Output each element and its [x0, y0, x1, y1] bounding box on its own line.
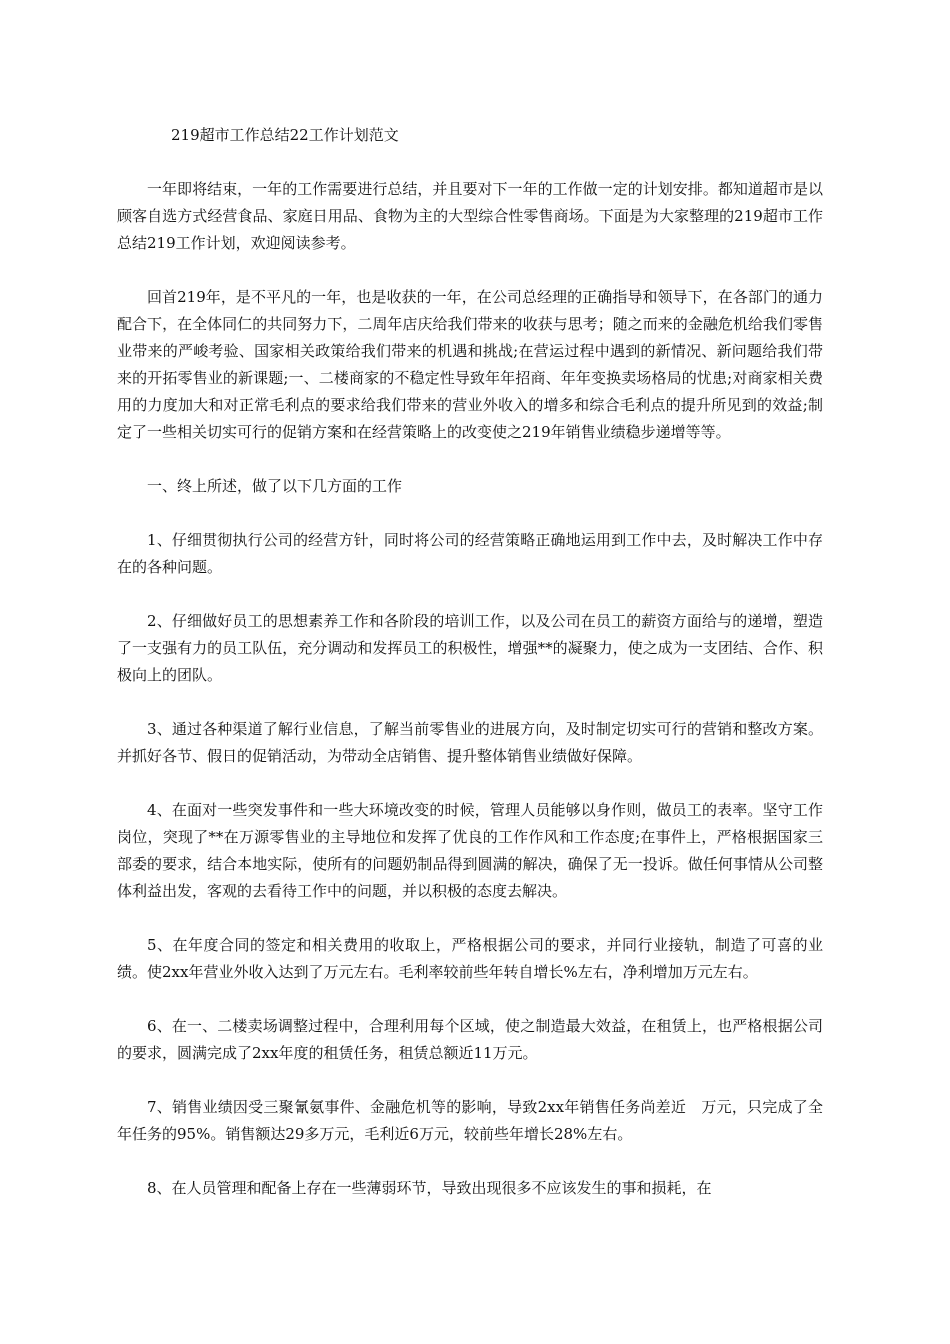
document-body: [117, 122, 823, 1229]
paragraph-item-7: 7、销售业绩因受三聚氰氨事件、金融危机等的影响，导致2xx年销售任务尚差近 万元，只完成了全年任务的95%。销售额达29多万元，毛利近6万元，较前些年增长28%左右。: [117, 1098, 823, 1143]
paragraph-intro: 一年即将结束，一年的工作需要进行总结，并且要对下一年的工作做一定的计划安排。都知道超市是以顾客自选方式经营食品、家庭日用品、食物为主的大型综合性零售商场。下面是为大家整理的219超市工作总结219工作计划，欢迎阅读参考。: [117, 180, 823, 252]
paragraph-item-4: 4、在面对一些突发事件和一些大环境改变的时候，管理人员能够以身作则，做员工的表率。坚守工作岗位，突现了**在万源零售业的主导地位和发挥了优良的工作作风和工作态度;在事件上，严格根据国家三部委的要求，结合本地实际，使所有的问题奶制品得到圆满的解决，确保了无一投诉。做任何事情从公司整体利益出发，客观的去看待工作中的问题，并以积极的态度去解决。: [117, 801, 823, 900]
paragraph-item-2: 2、仔细做好员工的思想素养工作和各阶段的培训工作，以及公司在员工的薪资方面给与的递增，塑造了一支强有力的员工队伍，充分调动和发挥员工的积极性，增强**的凝聚力，使之成为一支团结、合作、积极向上的团队。: [117, 612, 823, 684]
section-heading: 一、终上所述，做了以下几方面的工作: [147, 477, 403, 495]
document-title: 219超市工作总结22工作计划范文: [171, 126, 399, 144]
paragraph-item-6: 6、在一、二楼卖场调整过程中，合理利用每个区域，使之制造最大效益，在租赁上，也严格根据公司的要求，圆满完成了2xx年度的租赁任务，租赁总额近11万元。: [117, 1017, 823, 1062]
paragraph-item-1: 1、仔细贯彻执行公司的经营方针，同时将公司的经营策略正确地运用到工作中去，及时解决工作中存在的各种问题。: [117, 531, 823, 576]
paragraph-item-5: 5、在年度合同的签定和相关费用的收取上，严格根据公司的要求，并同行业接轨，制造了可喜的业绩。使2xx年营业外收入达到了万元左右。毛利率较前些年转自增长%左右，净利增加万元左右。: [117, 936, 823, 981]
paragraph-review: 回首219年，是不平凡的一年，也是收获的一年，在公司总经理的正确指导和领导下，在各部门的通力配合下，在全体同仁的共同努力下，二周年店庆给我们带来的收获与思考；随之而来的金融危机给我们零售业带来的严峻考验、国家相关政策给我们带来的机遇和挑战;在营运过程中遇到的新情况、新问题给我们带来的开拓零售业的新课题;一、二楼商家的不稳定性导致年年招商、年年变换卖场格局的忧患;对商家相关费用的力度加大和对正常毛利点的要求给我们带来的营业外收入的增多和综合毛利点的提升所见到的效益;制定了一些相关切实可行的促销方案和在经营策略上的改变使之219年销售业绩稳步递增等等。: [117, 288, 823, 441]
paragraph-item-3: 3、通过各种渠道了解行业信息，了解当前零售业的进展方向，及时制定切实可行的营销和整改方案。并抓好各节、假日的促销活动，为带动全店销售、提升整体销售业绩做好保障。: [117, 720, 823, 765]
paragraph-item-8: 8、在人员管理和配备上存在一些薄弱环节，导致出现很多不应该发生的事和损耗，在: [147, 1179, 712, 1197]
